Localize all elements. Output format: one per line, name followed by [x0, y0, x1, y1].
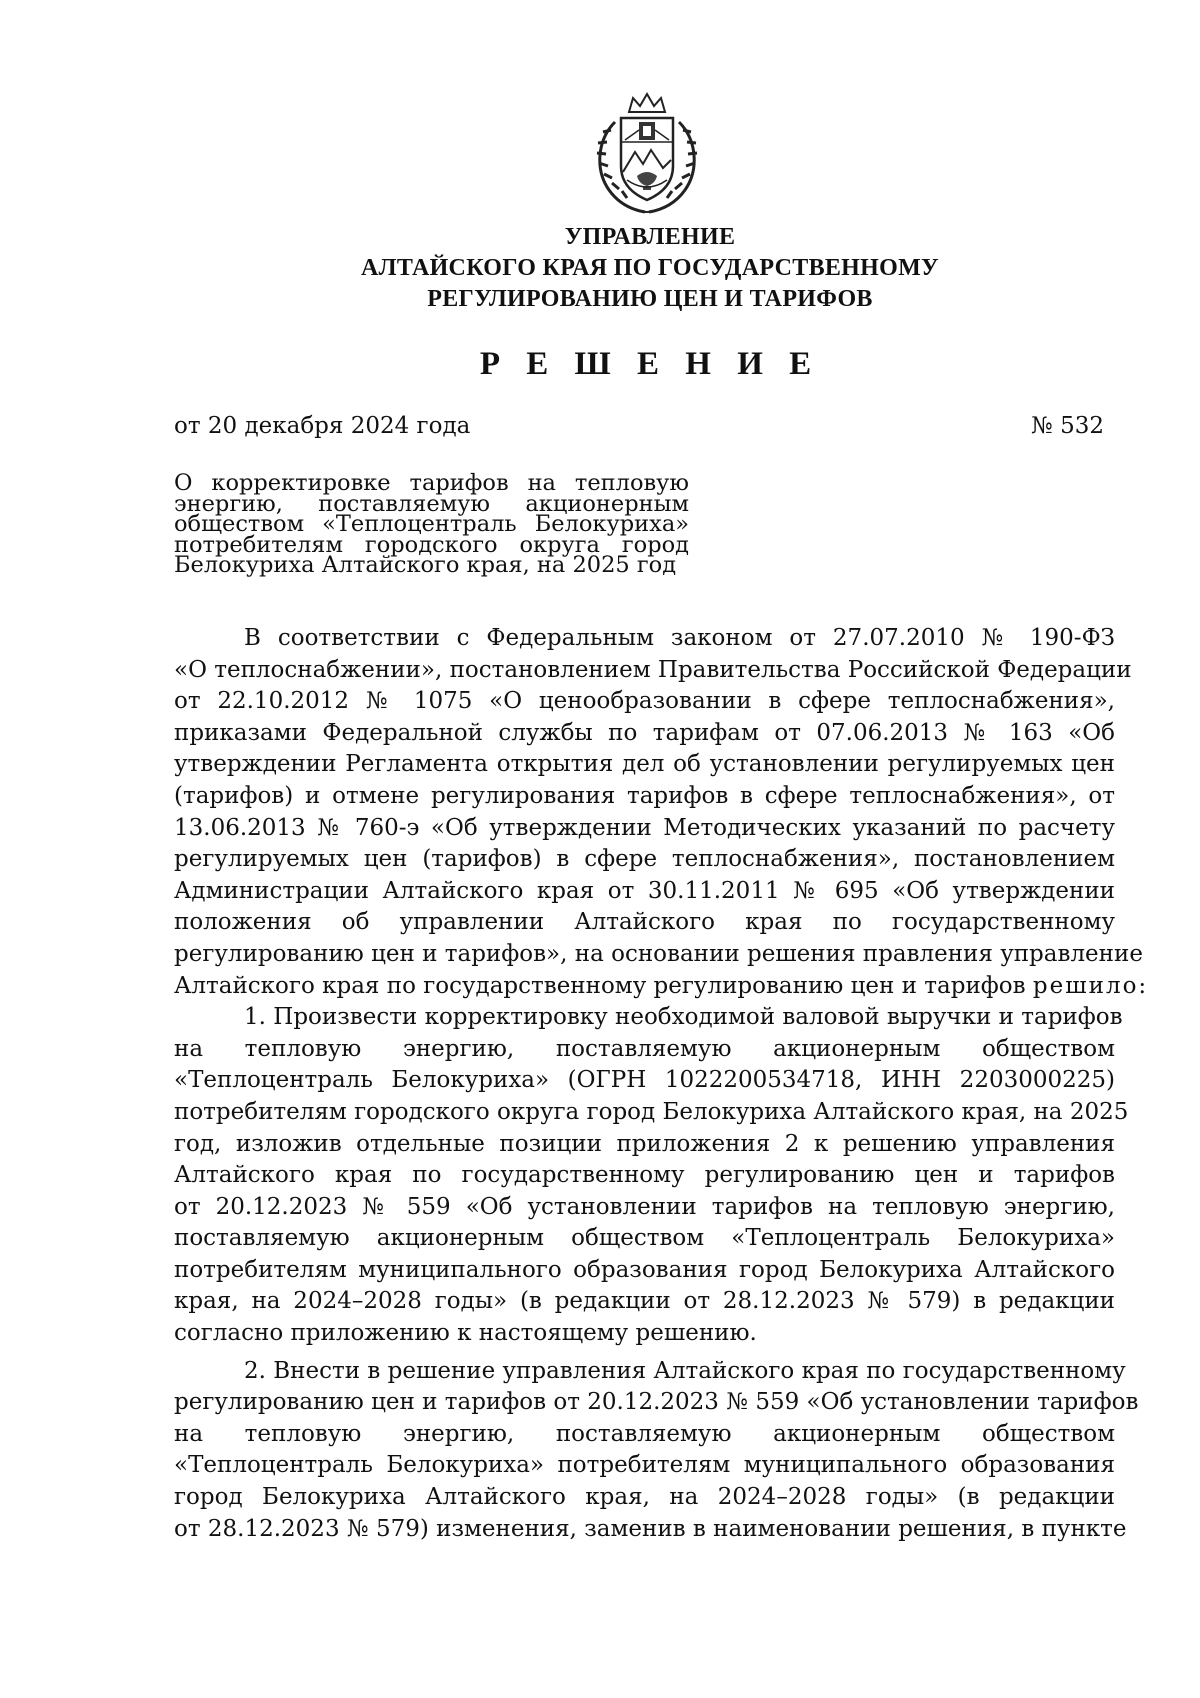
item-1-line: потребителям городского округа город Белокуриха Алтайского края, на 2025	[174, 1098, 1129, 1125]
subject-line: О корректировке тарифов на тепловую	[174, 470, 689, 496]
agency-line-3: РЕГУЛИРОВАНИЮ ЦЕН И ТАРИФОВ	[427, 286, 873, 312]
body-line: В соответствии с Федеральным законом от 27.07.2010 № 190-ФЗ	[244, 625, 1115, 651]
document-body	[174, 623, 1149, 1545]
body-line: регулируемых цен (тарифов) в сфере теплоснабжения», постановлением	[174, 846, 1115, 873]
body-line: 13.06.2013 № 760-э «Об утверждении Методических указаний по расчету	[174, 814, 1115, 841]
body-line: от 22.10.2012 № 1075 «О ценообразовании в сфере теплоснабжения»,	[174, 688, 1115, 715]
item-2-line: регулированию цен и тарифов от 20.12.2023 № 559 «Об установлении тарифов	[174, 1389, 1139, 1416]
subject-line: энергию, поставляемую акционерным	[174, 490, 689, 517]
body-line-decision	[174, 971, 1149, 1003]
document-type-title: Р Е Ш Е Н И Е	[479, 346, 821, 382]
agency-name	[250, 222, 1050, 315]
item-1-line: края, на 2024–2028 годы» (в редакции от 28.12.2023 № 579) в редакции	[174, 1288, 1115, 1315]
item-1-line: Алтайского края по государственному регулированию цен и тарифов	[174, 1162, 1115, 1189]
body-line: (тарифов) и отмене регулирования тарифов в сфере теплоснабжения», от	[174, 782, 1115, 809]
body-line: утверждении Регламента открытия дел об установлении регулируемых цен	[174, 751, 1115, 778]
subject-line: Белокуриха Алтайского края, на 2025 год	[174, 552, 677, 578]
body-line: Администрации Алтайского края от 30.11.2011 № 695 «Об утверждении	[174, 877, 1115, 904]
preamble-last-text: Алтайского края по государственному регулированию цен и тарифов	[174, 972, 1026, 999]
body-line: «О теплоснабжении», постановлением Правительства Российской Федерации	[174, 656, 1132, 683]
item-1-line: 1. Произвести корректировку необходимой валовой выручки и тарифов	[244, 1004, 1123, 1031]
body-line: положения об управлении Алтайского края по государственному	[174, 909, 1115, 936]
item-1-line: «Теплоцентраль Белокуриха» (ОГРН 1022200534718, ИНН 2203000225)	[174, 1067, 1115, 1094]
item-1-line: поставляемую акционерным обществом «Теплоцентраль Белокуриха»	[174, 1225, 1115, 1252]
decided-word: решило:	[1032, 972, 1149, 999]
body-line: приказами Федеральной службы по тарифам от 07.06.2013 № 163 «Об	[174, 719, 1115, 746]
subject-line: обществом «Теплоцентраль Белокуриха»	[174, 511, 689, 537]
item-2-line: «Теплоцентраль Белокуриха» потребителям муниципального образования	[174, 1452, 1115, 1479]
document-number: № 532	[1031, 413, 1104, 439]
item-2-line: на тепловую энергию, поставляемую акционерным обществом	[174, 1420, 1115, 1447]
item-1-line: потребителям муниципального образования город Белокуриха Алтайского	[174, 1256, 1115, 1283]
item-2-line: 2. Внести в решение управления Алтайского края по государственному	[244, 1357, 1126, 1384]
item-2-line: город Белокуриха Алтайского края, на 2024–2028 годы» (в редакции	[174, 1484, 1115, 1511]
agency-line-2: АЛТАЙСКОГО КРАЯ ПО ГОСУДАРСТВЕННОМУ	[361, 255, 939, 281]
item-1-line: согласно приложению к настоящему решению.	[174, 1320, 757, 1347]
altai-krai-coat-of-arms-icon	[585, 90, 709, 218]
item-1-line: на тепловую энергию, поставляемую акционерным обществом	[174, 1035, 1115, 1062]
item-1-line: от 20.12.2023 № 559 «Об установлении тарифов на тепловую энергию,	[174, 1193, 1115, 1220]
item-2-line: от 28.12.2023 № 579) изменения, заменив в наименовании решения, в пункте	[174, 1515, 1127, 1542]
document-date: от 20 декабря 2024 года	[174, 413, 471, 439]
document-subject	[174, 470, 689, 578]
body-line: регулированию цен и тарифов», на основании решения правления управление	[174, 940, 1143, 967]
agency-line-1: УПРАВЛЕНИЕ	[564, 224, 736, 250]
item-1-line: год, изложив отдельные позиции приложения 2 к решению управления	[174, 1130, 1115, 1157]
subject-line: потребителям городского округа город	[174, 531, 689, 558]
